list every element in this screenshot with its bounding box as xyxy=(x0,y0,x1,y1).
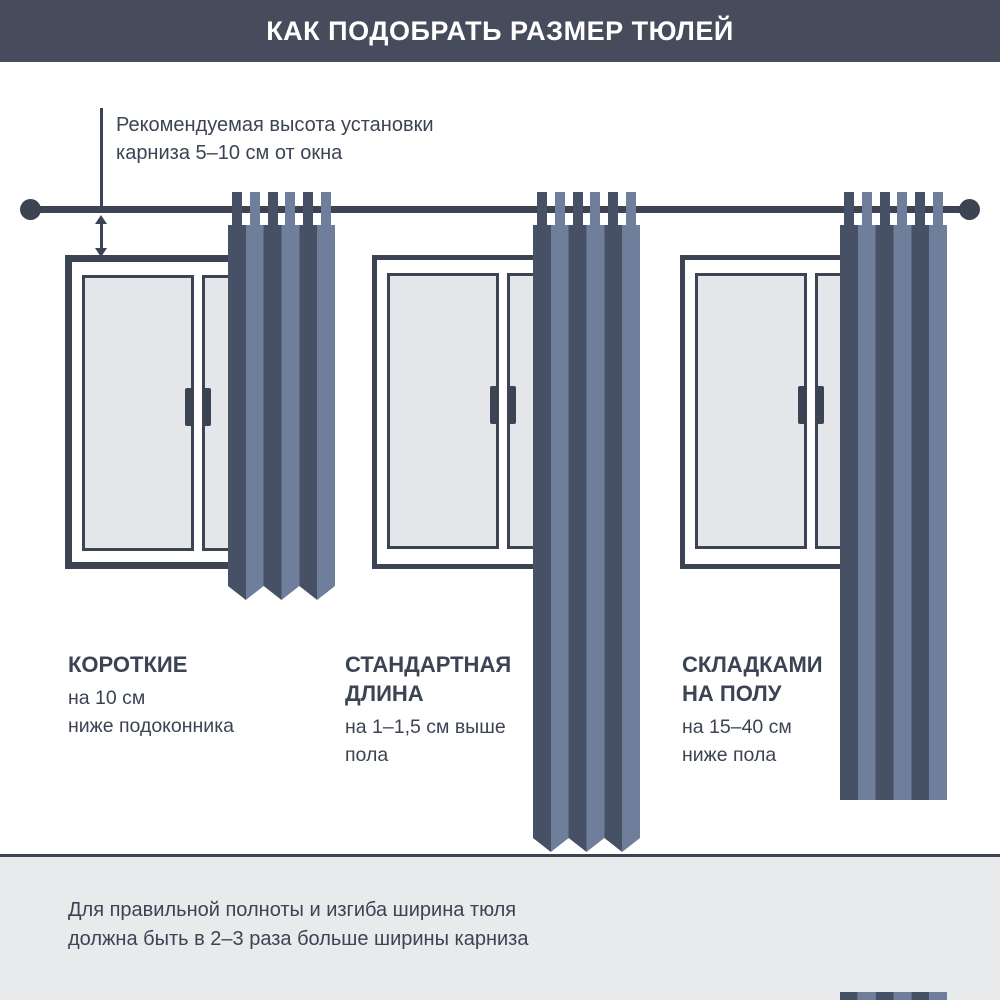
curtain-tab xyxy=(626,192,636,225)
curtain-fabric xyxy=(228,225,335,600)
curtain-tabs xyxy=(228,192,335,225)
curtain-standard xyxy=(533,192,640,852)
curtain-tabs xyxy=(840,192,947,225)
curtain-tab xyxy=(268,192,278,225)
curtain-tab xyxy=(933,192,943,225)
curtain-floor-pool xyxy=(795,992,990,1000)
footer-note xyxy=(68,896,528,954)
window-pane xyxy=(695,273,807,549)
footer-line-1: Для правильной полноты и изгиба ширина тюля xyxy=(68,899,517,921)
footer-line-2: должна быть в 2–3 раза больше ширины карниза xyxy=(68,928,529,950)
curtain-tab xyxy=(573,192,583,225)
annotation-line-1: Рекомендуемая высота установки xyxy=(116,114,434,136)
label-title-line: СКЛАДКАМИ xyxy=(682,652,823,677)
window-pane xyxy=(82,275,194,551)
window-handle xyxy=(203,388,211,426)
label-desc-line: ниже подоконника xyxy=(68,715,234,737)
curtain-rod xyxy=(30,206,970,213)
curtain-tabs xyxy=(533,192,640,225)
curtain-tab xyxy=(844,192,854,225)
label-desc-line: на 1–1,5 см выше xyxy=(345,716,506,738)
rod-finial-left xyxy=(20,199,41,220)
curtain-tab xyxy=(303,192,313,225)
curtain-tab xyxy=(608,192,618,225)
curtain-tab xyxy=(321,192,331,225)
curtain-tab xyxy=(880,192,890,225)
page-title: КАК ПОДОБРАТЬ РАЗМЕР ТЮЛЕЙ xyxy=(266,15,734,46)
curtain-tab xyxy=(862,192,872,225)
curtain-tab xyxy=(897,192,907,225)
label-title-line: СТАНДАРТНАЯ xyxy=(345,652,512,677)
curtain-tab xyxy=(537,192,547,225)
curtain-short xyxy=(228,192,335,600)
annotation-line-2: карниза 5–10 см от окна xyxy=(116,142,343,164)
window-pane xyxy=(387,273,499,549)
label-desc-line: пола xyxy=(345,744,389,766)
rod-finial-right xyxy=(959,199,980,220)
dimension-line xyxy=(100,108,103,207)
label-desc-line: ниже пола xyxy=(682,744,777,766)
window-handle xyxy=(816,386,824,424)
curtain-on-floor xyxy=(840,192,947,800)
curtain-fabric xyxy=(840,225,947,800)
label-title-line: НА ПОЛУ xyxy=(682,681,782,706)
label-standard xyxy=(345,650,511,769)
curtain-tab xyxy=(555,192,565,225)
curtain-tab xyxy=(590,192,600,225)
label-title-line: ДЛИНА xyxy=(345,681,424,706)
curtain-tab xyxy=(232,192,242,225)
label-desc-line: на 15–40 см xyxy=(682,716,792,738)
label-title-line: КОРОТКИЕ xyxy=(68,652,188,677)
header-bar xyxy=(0,0,1000,62)
curtain-fabric xyxy=(533,225,640,852)
window-handle xyxy=(185,388,193,426)
label-on-floor xyxy=(682,650,823,769)
window-handle xyxy=(508,386,516,424)
curtain-tab xyxy=(285,192,295,225)
label-desc-line: на 10 см xyxy=(68,687,146,709)
dimension-arrow xyxy=(95,215,108,257)
curtain-tab xyxy=(915,192,925,225)
curtain-tab xyxy=(250,192,260,225)
annotation-text xyxy=(116,111,434,167)
window-handle xyxy=(798,386,806,424)
label-short xyxy=(68,650,234,740)
arrow-shaft xyxy=(100,222,103,250)
window-handle xyxy=(490,386,498,424)
